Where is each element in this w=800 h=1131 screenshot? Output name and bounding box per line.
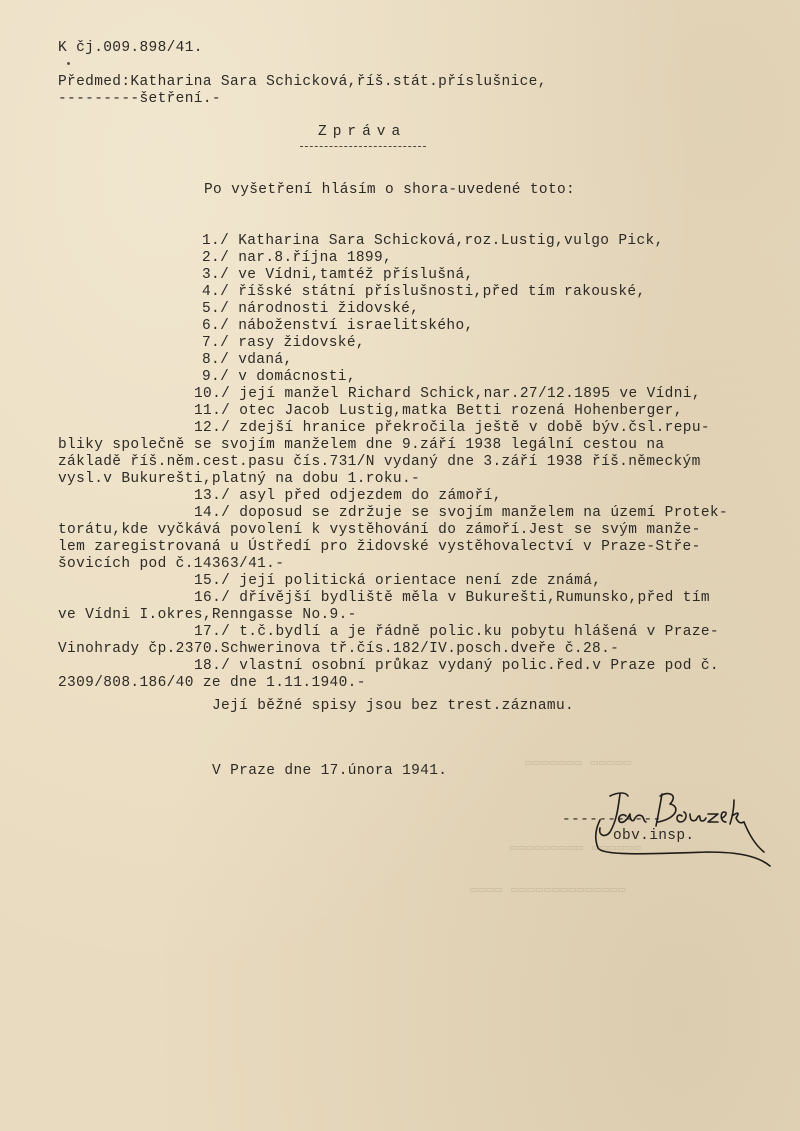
bleed-through-mark: ▭▭▭▭ ▭▭▭▭▭▭▭▭▭▭▭▭▭▭	[470, 883, 627, 897]
bleed-through-mark: ▭▭▭▭▭▭▭ ▭▭▭▭▭	[525, 756, 632, 770]
item-10: 10./ její manžel Richard Schick,nar.27/12.1895 ve Vídni,	[194, 386, 701, 402]
title-underline	[300, 146, 426, 147]
record-note: Její běžné spisy jsou bez trest.záznamu.	[212, 698, 575, 714]
item-5: 5./ národnosti židovské,	[202, 301, 420, 317]
reference-number: K čj.009.898/41.	[58, 40, 203, 56]
item-12-cont-3: vysl.v Bukurešti,platný na dobu 1.roku.-	[58, 471, 421, 487]
punch-dot	[67, 62, 70, 65]
item-15: 15./ její politická orientace není zde známá,	[194, 573, 602, 589]
item-16-cont: ve Vídni I.okres,Renngasse No.9.-	[58, 607, 357, 623]
item-2: 2./ nar.8.října 1899,	[202, 250, 393, 266]
item-14-cont-3: šovicích pod č.14363/41.-	[58, 556, 285, 572]
item-13: 13./ asyl před odjezdem do zámoří,	[194, 488, 502, 504]
report-title: Zpráva	[318, 124, 407, 140]
handwritten-signature	[588, 782, 778, 872]
item-16: 16./ dřívější bydliště měla v Bukurešti,Rumunsko,před tím	[194, 590, 710, 606]
signatory-title: obv.insp.	[613, 828, 695, 844]
item-18: 18./ vlastní osobní průkaz vydaný polic.řed.v Praze pod č.	[194, 658, 719, 674]
subject-line-1: Předmed:Katharina Sara Schicková,říš.stát.příslušnice,	[58, 74, 547, 90]
place-date: V Praze dne 17.února 1941.	[212, 763, 448, 779]
item-17-cont: Vinohrady čp.2370.Schwerinova tř.čís.182/IV.posch.dveře č.28.-	[58, 641, 620, 657]
item-14-cont-2: lem zaregistrovaná u Ústředí pro židovské vystěhovalectví v Praze-Stře-	[58, 539, 701, 555]
item-3: 3./ ve Vídni,tamtéž příslušná,	[202, 267, 474, 283]
item-12-cont-2: základě říš.něm.cest.pasu čís.731/N vydaný dne 3.září 1938 říš.německým	[58, 454, 701, 470]
item-11: 11./ otec Jacob Lustig,matka Betti rozená Hohenberger,	[194, 403, 683, 419]
item-17: 17./ t.č.bydlí a je řádně polic.ku pobytu hlášená v Praze-	[194, 624, 719, 640]
intro-text: Po vyšetření hlásím o shora-uvedené toto:	[204, 182, 576, 198]
item-6: 6./ náboženství israelitského,	[202, 318, 474, 334]
item-8: 8./ vdaná,	[202, 352, 293, 368]
item-9: 9./ v domácnosti,	[202, 369, 356, 385]
signature-dash-line: -----------	[562, 812, 662, 828]
item-18-cont: 2309/808.186/40 ze dne 1.11.1940.-	[58, 675, 366, 691]
signature-scrawl	[588, 782, 778, 872]
item-7: 7./ rasy židovské,	[202, 335, 365, 351]
subject-line-2: ---------šetření.-	[58, 91, 221, 107]
item-1: 1./ Katharina Sara Schicková,roz.Lustig,vulgo Pick,	[202, 233, 664, 249]
item-14: 14./ doposud se zdržuje se svojím manželem na území Protek-	[194, 505, 729, 521]
item-4: 4./ říšské státní příslušnosti,před tím rakouské,	[202, 284, 646, 300]
item-14-cont-1: torátu,kde vyčkává povolení k vystěhování do zámoří.Jest se svým manže-	[58, 522, 701, 538]
item-12-cont-1: bliky společně se svojím manželem dne 9.září 1938 legální cestou na	[58, 437, 665, 453]
bleed-through-mark: ▭▭▭▭▭▭▭▭▭ ▭▭▭▭▭▭	[510, 841, 642, 855]
item-12: 12./ zdejší hranice překročila ještě v době býv.čsl.repu-	[194, 420, 710, 436]
